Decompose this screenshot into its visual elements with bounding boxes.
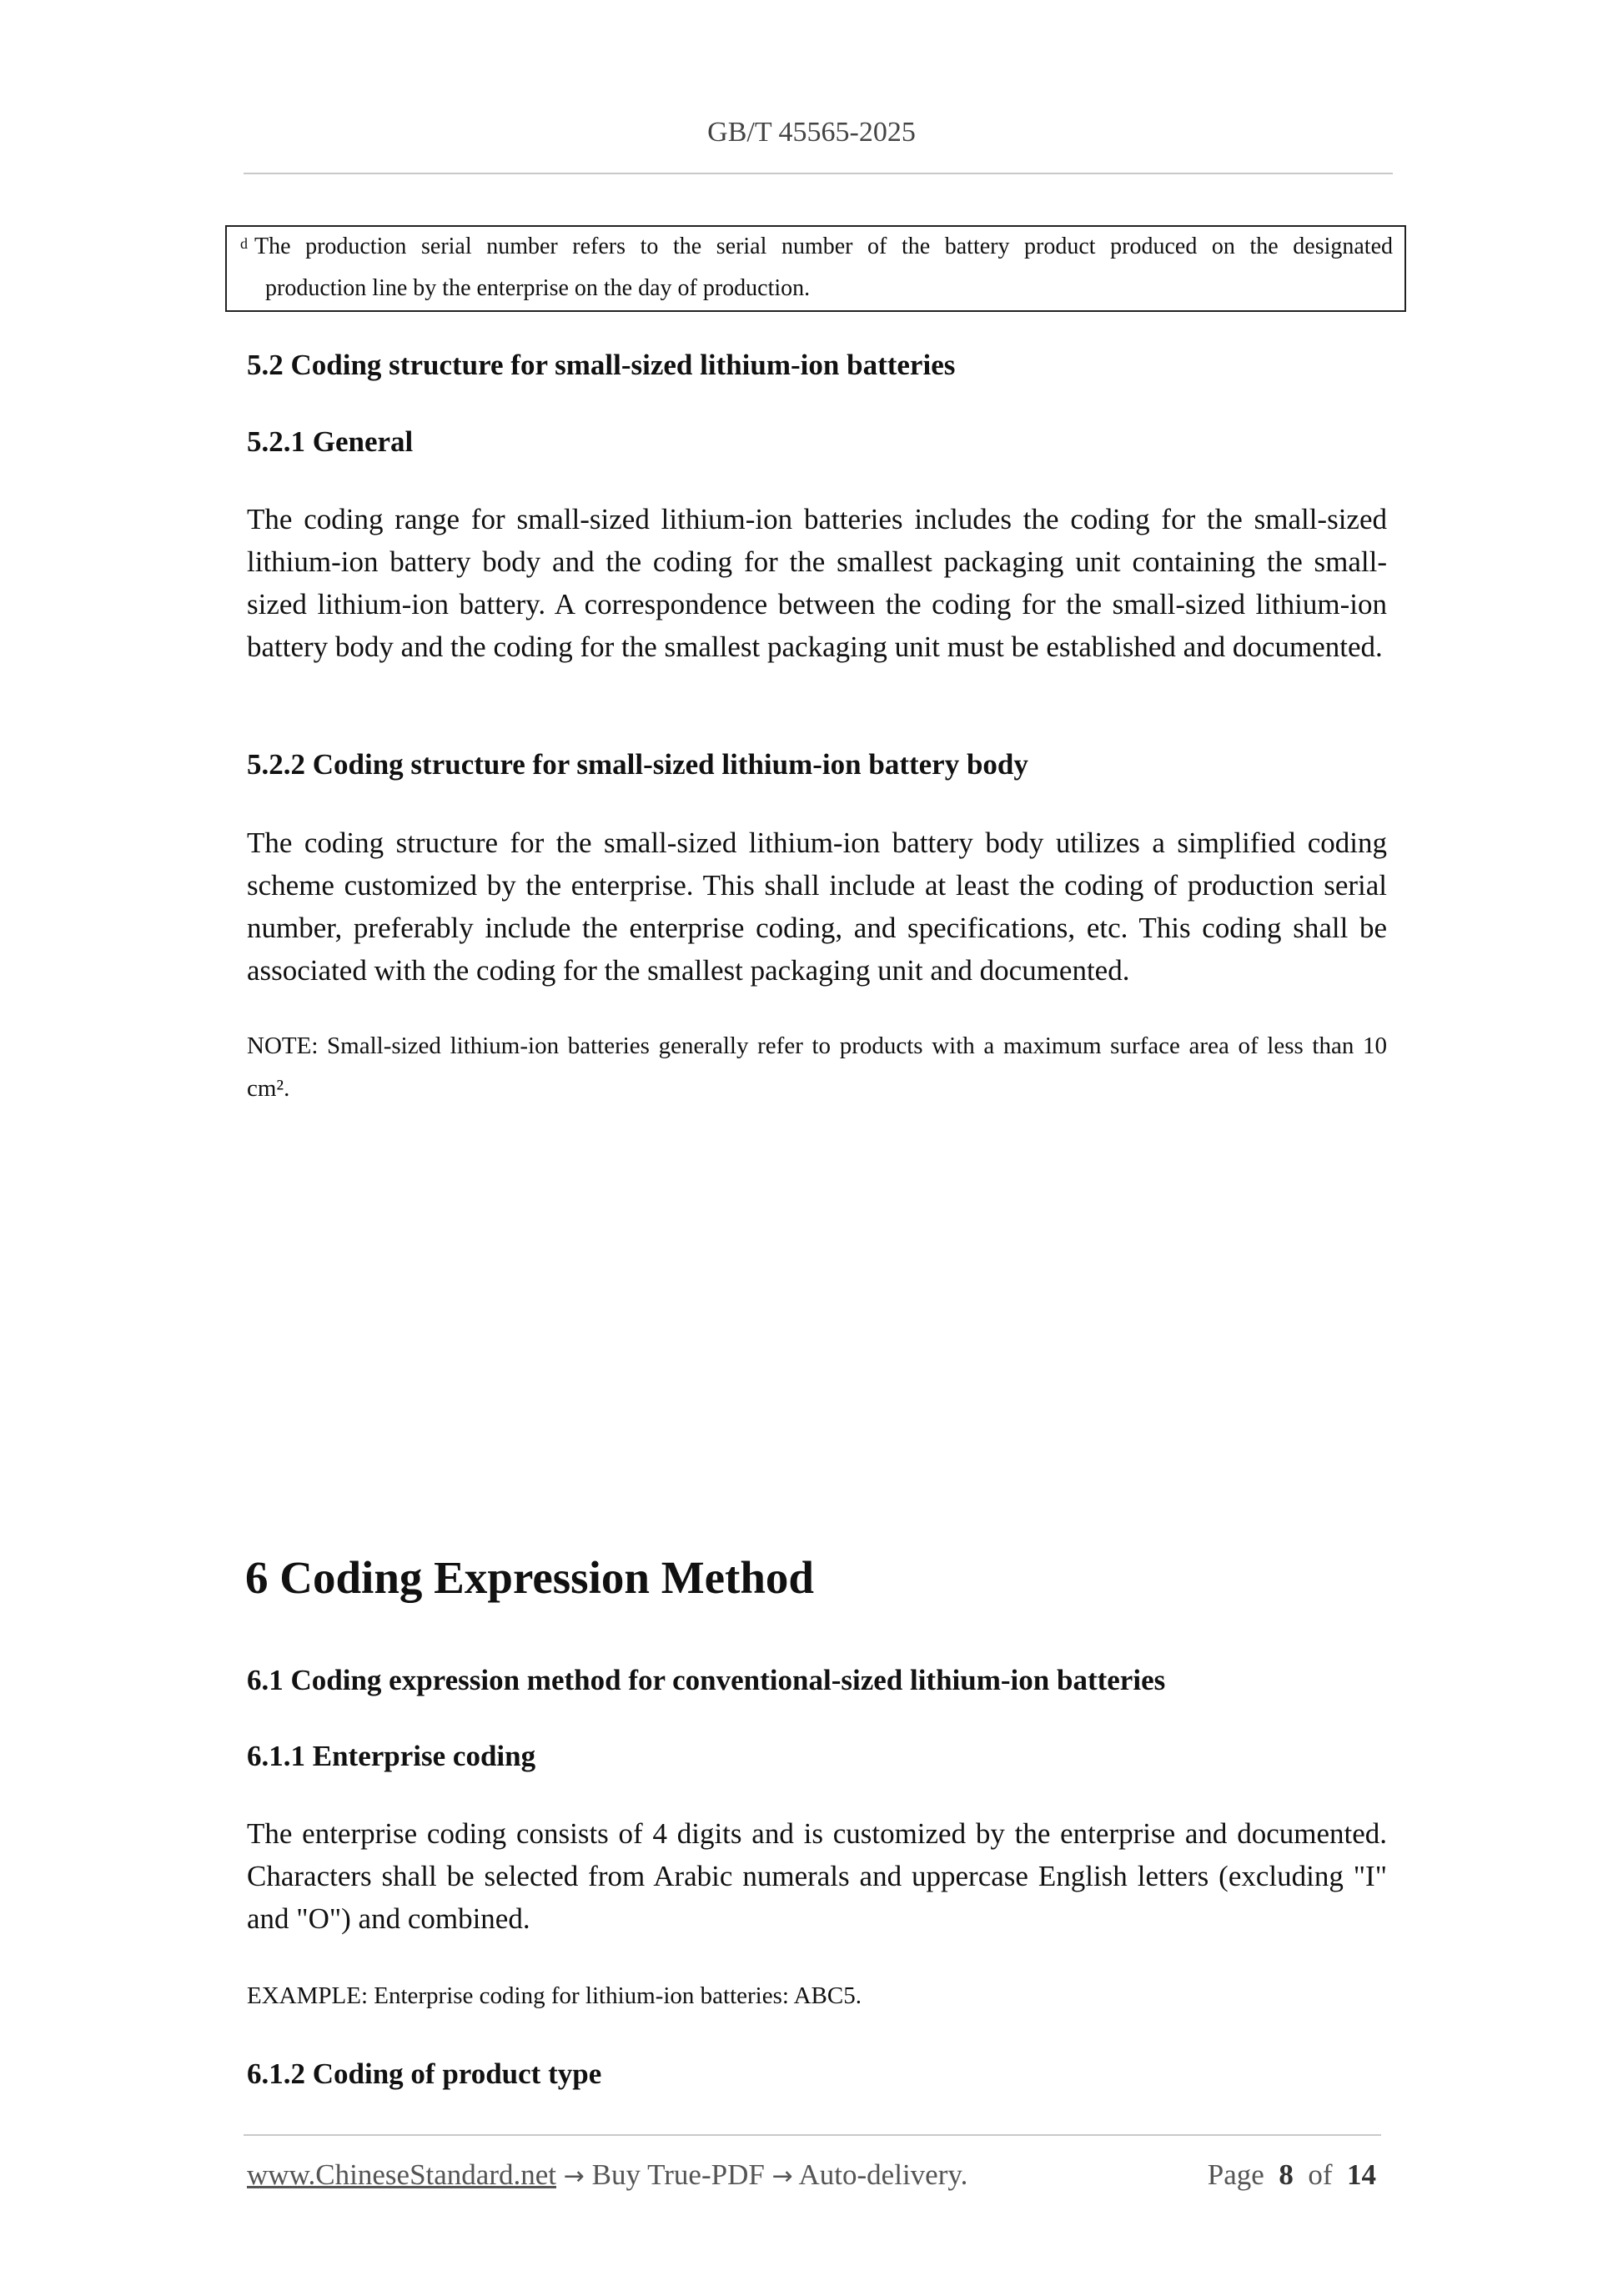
section-6-1-1-heading: 6.1.1 Enterprise coding: [247, 1740, 536, 1772]
section-5-2-2-paragraph: The coding structure for the small-sized lithium-ion battery body utilizes a simplified coding scheme customized by the enterprise. This shall include at least the coding of production serial number, preferably include the enterprise coding, and specifications, etc. This coding shall be associated with the coding for the smallest packaging unit and documented.: [247, 826, 1387, 987]
section-5-2-1-heading: 5.2.1 General: [247, 425, 414, 458]
auto-delivery-text: Auto-delivery.: [798, 2158, 968, 2191]
footer-promo: [247, 2158, 967, 2192]
of-label: of: [1308, 2158, 1333, 2191]
footnote-text-1: The production serial number refers to the serial number of the battery product produced on the designated: [254, 234, 1393, 259]
chinesestandard-link[interactable]: www.ChineseStandard.net: [247, 2158, 556, 2191]
section-6-1-1-paragraph: The enterprise coding consists of 4 digits and is customized by the enterprise and documented. Characters shall be selected from Arabic numerals and uppercase English letters (excluding "I" and "O") and combined.: [247, 1817, 1387, 1935]
document-header: GB/T 45565-2025: [707, 117, 916, 148]
section-5-2-2-note: NOTE: Small-sized lithium-ion batteries generally refer to products with a maximum surface area of less than 10 cm².: [247, 1032, 1387, 1102]
page-total: 14: [1347, 2158, 1376, 2191]
section-6-1-2-heading: 6.1.2 Coding of product type: [247, 2057, 602, 2090]
page-label: Page: [1207, 2158, 1264, 2191]
section-6-1-heading: 6.1 Coding expression method for conventional-sized lithium-ion batteries: [247, 1664, 1166, 1696]
buy-true-pdf-text: Buy True-PDF: [591, 2158, 765, 2191]
footnote-marker: d: [240, 235, 248, 252]
section-5-2-1-paragraph: The coding range for small-sized lithium-ion batteries includes the coding for the small-sized lithium-ion battery body and the coding for the smallest packaging unit containing the small-sized lithium-ion battery. A correspondence between the coding for the small-sized lithium-ion battery body and the coding for the smallest packaging unit must be established and documented.: [247, 503, 1387, 663]
footer-divider: [244, 2134, 1381, 2136]
footnote-line-2: production line by the enterprise on the day of production.: [265, 275, 811, 301]
footnote-line-1: [240, 230, 1393, 264]
section-5-2-2-heading: 5.2.2 Coding structure for small-sized lithium-ion battery body: [247, 748, 1028, 781]
section-6-heading: 6 Coding Expression Method: [245, 1552, 815, 1603]
page-current: 8: [1279, 2158, 1294, 2191]
header-divider: [244, 173, 1393, 174]
arrow-right-icon: →: [771, 2162, 793, 2191]
page-indicator: [1208, 2158, 1376, 2192]
section-5-2-heading: 5.2 Coding structure for small-sized lithium-ion batteries: [247, 349, 956, 381]
arrow-right-icon: →: [563, 2162, 585, 2191]
section-6-1-1-example: EXAMPLE: Enterprise coding for lithium-ion batteries: ABC5.: [247, 1982, 862, 2009]
